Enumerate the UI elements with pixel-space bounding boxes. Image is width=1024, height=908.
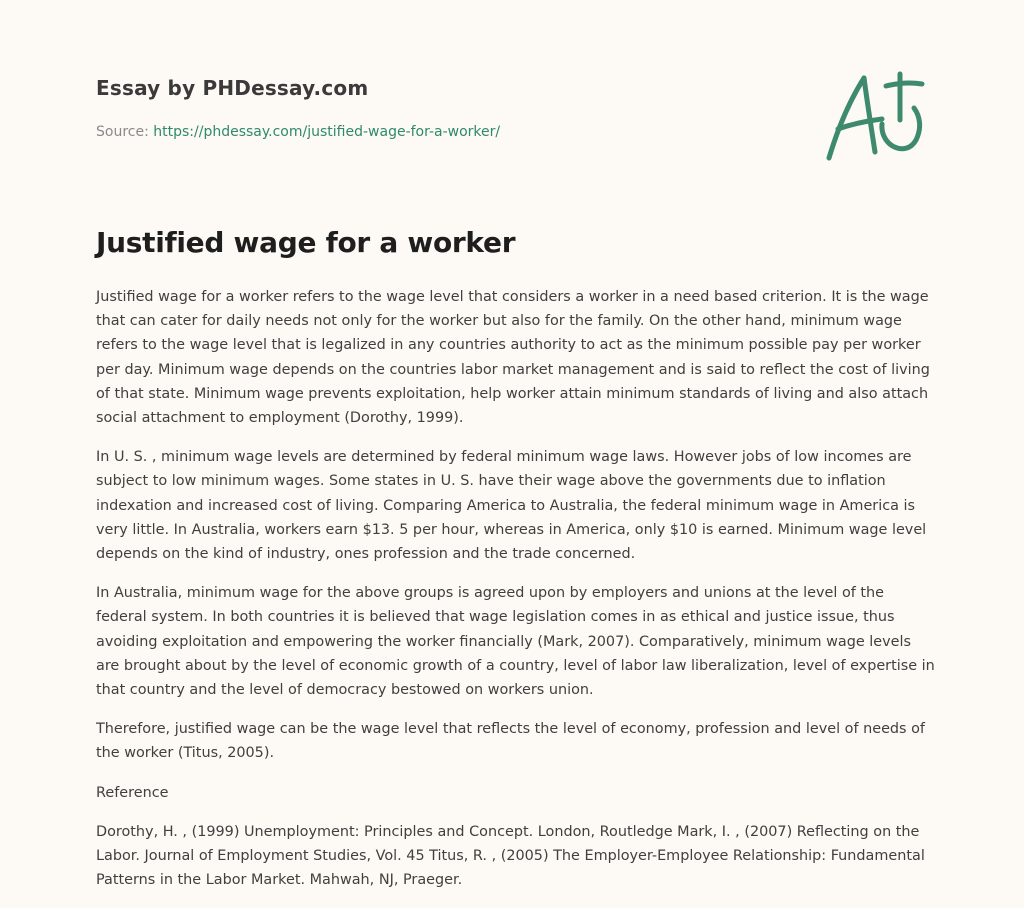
paragraph-2: In U. S. , minimum wage levels are determined by federal minimum wage laws. However jobs of low incomes are subject to low minimum wages. Some states in U. S. have their wage above the governments due to inflation indexation and increased cost of living. Comparing America to Australia, the federal minimum wage in America is very little. In Australia, workers earn $13. 5 per hour, whereas in America, only $10 is earned. Minimum wage level depends on the kind of industry, ones profession and the trade concerned. xyxy=(96,449,927,563)
essay-body xyxy=(96,285,936,907)
reference-heading: Reference xyxy=(96,784,169,801)
source-link[interactable]: https://phdessay.com/justified-wage-for-a-worker/ xyxy=(153,124,501,140)
plus-horizontal-stroke xyxy=(886,83,922,86)
site-brand: Essay by PHDessay.com xyxy=(96,76,369,100)
paragraph-4: Therefore, justified wage can be the wage level that reflects the level of economy, profession and level of needs of the worker (Titus, 2005). xyxy=(96,721,925,762)
paragraph-1: Justified wage for a worker refers to the wage level that considers a worker in a need based criterion. It is the wage that can cater for daily needs not only for the worker but also for the family. On the other hand, minimum wage refers to the wage level that is legalized in any countries authority to act as the minimum possible pay per worker per day. Minimum wage depends on the countries labor market management and is said to reflect the cost of living of that state. Minimum wage prevents exploitation, help worker attain minimum standards of living and also attach social attachment to employment (Dorothy, 1999). xyxy=(96,289,930,427)
source-line xyxy=(96,124,796,140)
essay-title: Justified wage for a worker xyxy=(96,226,516,259)
a-left-stroke xyxy=(829,78,864,158)
source-label: Source: xyxy=(96,124,149,140)
page-header xyxy=(96,76,796,140)
a-plus-grade-icon xyxy=(820,66,932,166)
reference-list: Dorothy, H. , (1999) Unemployment: Principles and Concept. London, Routledge Mark, I. , (2007) Reflecting on the Labor. Journal of Employment Studies, Vol. 45 Titus, R. , (2005) The Employer-Employee Relationship: Fundamental Patterns in the Labor Market. Mahwah, NJ, Praeger. xyxy=(96,823,925,889)
a-right-stroke xyxy=(864,78,875,152)
paragraph-3: In Australia, minimum wage for the above groups is agreed upon by employers and unions at the level of the federal system. In both countries it is believed that wage legislation comes in as ethical and justice issue, thus avoiding exploitation and empowering the worker financially (Mark, 2007). Comparatively, minimum wage levels are brought about by the level of economic growth of a country, level of labor law liberalization, level of expertise in that country and the level of democracy bestowed on workers union. xyxy=(96,585,935,699)
